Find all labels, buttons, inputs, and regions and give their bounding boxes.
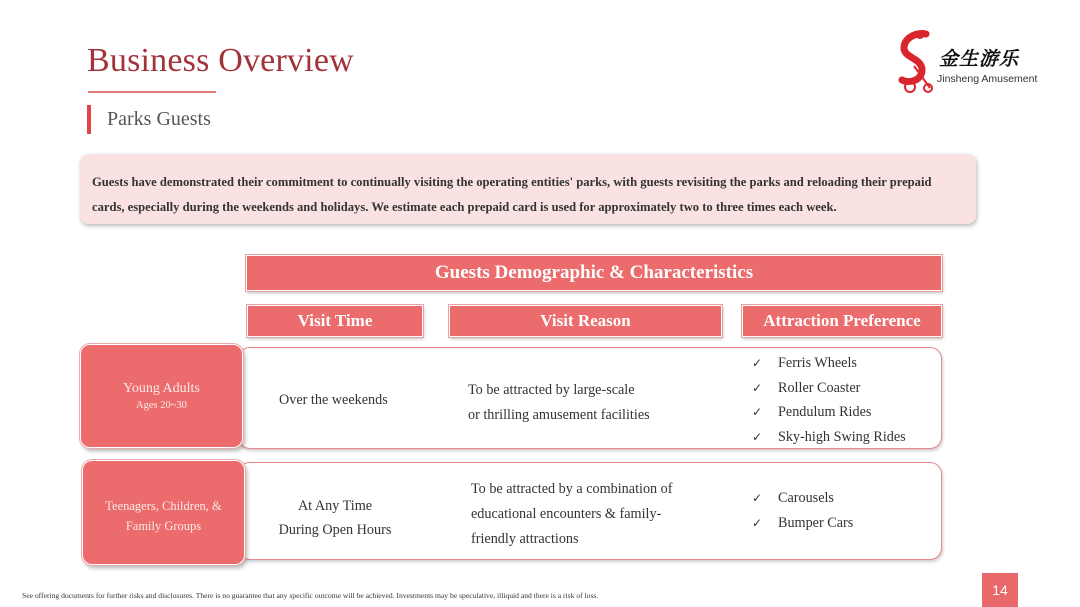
logo-english-text: Jinsheng Amusement <box>937 73 1038 85</box>
visit-reason-line: To be attracted by large-scale <box>468 382 635 398</box>
column-header-visit-time: Visit Time <box>247 305 423 337</box>
segment-name-line: Family Groups <box>125 519 202 533</box>
list-item <box>752 376 906 401</box>
intro-text: Guests have demonstrated their commitment to continually visiting the operating entities' parks, with guests revisiting the parks and reloading their prepaid cards, especially during the weekends and holidays. We estimate each prepaid card is used for approximately two to three times each week. <box>92 175 932 214</box>
attraction-label: Ferris Wheels <box>778 355 857 371</box>
visit-reason-line: To be attracted by a combination of <box>471 481 673 497</box>
visit-reason-line: friendly attractions <box>471 531 579 547</box>
column-header-visit-reason: Visit Reason <box>449 305 722 337</box>
segment-name: Young Adults <box>123 381 200 396</box>
section-subtitle: Parks Guests <box>107 108 211 130</box>
visit-reason-cell <box>471 477 673 552</box>
attraction-label: Sky-high Swing Rides <box>778 429 906 446</box>
segment-families <box>82 460 245 565</box>
list-item <box>752 400 906 425</box>
visit-reason-line: or thrilling amusement facilities <box>468 406 650 423</box>
checkmark-icon: ✓ <box>752 515 763 530</box>
visit-time-line: During Open Hours <box>278 521 392 538</box>
checkmark-icon: ✓ <box>752 380 763 395</box>
attraction-label: Carousels <box>778 490 834 506</box>
page-number-badge: 14 <box>982 573 1018 607</box>
checkmark-icon: ✓ <box>752 405 763 420</box>
company-logo <box>896 30 1046 94</box>
attraction-label: Pendulum Rides <box>778 404 872 421</box>
segment-age-range: Ages 20~30 <box>136 400 187 411</box>
segment-young-adults <box>80 344 243 448</box>
list-item <box>752 425 906 450</box>
list-item <box>752 511 853 536</box>
demographic-header: Guests Demographic & Characteristics <box>246 255 942 291</box>
visit-reason-line: educational encounters & family- <box>471 506 662 522</box>
logo-chinese-text: 金生游乐 <box>939 48 1020 70</box>
visit-time-cell <box>279 388 388 413</box>
segment-name-line: Teenagers, Children, & <box>105 499 222 513</box>
logo-mark-icon <box>896 30 940 94</box>
attraction-label: Roller Coaster <box>778 379 861 396</box>
title-underline <box>88 91 216 93</box>
attraction-list <box>752 351 906 450</box>
subtitle-accent-bar <box>87 105 91 134</box>
attraction-label: Bumper Cars <box>778 514 854 531</box>
list-item <box>752 486 853 511</box>
checkmark-icon: ✓ <box>752 356 763 370</box>
visit-time-line: Over the weekends <box>279 392 388 408</box>
visit-time-cell <box>272 495 398 542</box>
list-item <box>752 351 906 376</box>
disclaimer-text: See offering documents for further risks and disclosures. There is no guarantee that any specific outcome will be achieved. Investments may be speculative, illiquid and there is a risk of loss. <box>22 591 599 600</box>
intro-callout <box>80 154 976 224</box>
visit-reason-cell <box>468 378 650 427</box>
page-title: Business Overview <box>87 42 354 79</box>
column-header-attraction-preference: Attraction Preference <box>742 305 942 337</box>
visit-time-line: At Any Time <box>297 498 373 514</box>
attraction-list <box>752 486 853 535</box>
checkmark-icon: ✓ <box>752 430 763 445</box>
checkmark-icon: ✓ <box>752 491 763 505</box>
